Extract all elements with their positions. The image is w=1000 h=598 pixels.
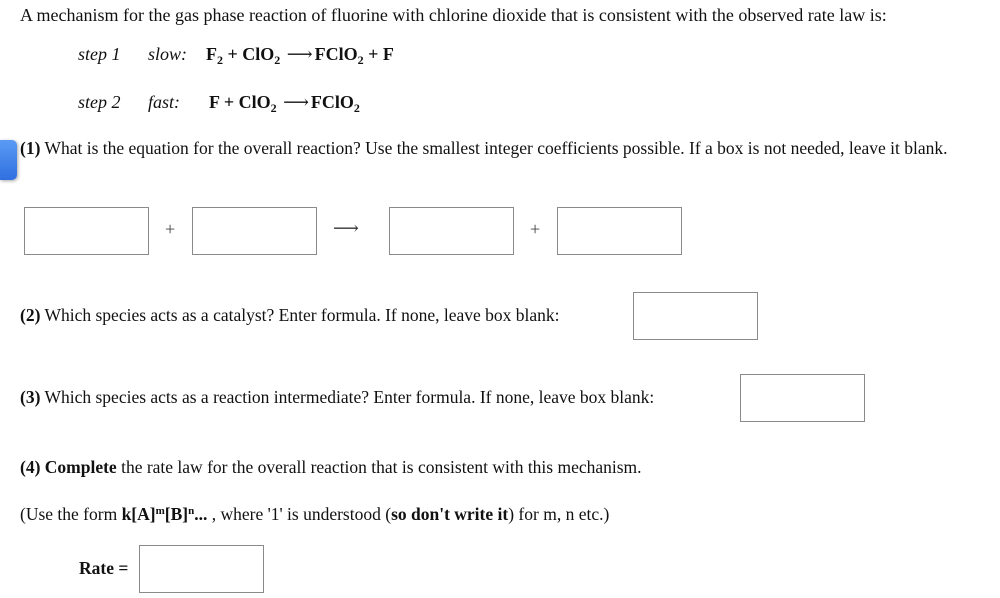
rate-law-input[interactable]	[139, 545, 264, 593]
step-label: step 1	[78, 44, 121, 64]
rate-law-hint: (Use the form $k[A]^m[B]^n$... , where '1' is understood (so don't write it) for m, n etc.)	[20, 504, 610, 524]
mechanism-step-1	[0, 44, 1000, 74]
step-label: step 2	[78, 92, 121, 112]
overall-reactant-2-input[interactable]	[192, 207, 317, 255]
plus-sign: +	[530, 219, 541, 239]
reaction-arrow-icon: ⟶	[286, 44, 313, 64]
question-4-text: (4) Complete the rate law for the overall reaction that is consistent with this mechanism.	[20, 457, 642, 477]
intermediate-input[interactable]	[740, 374, 865, 422]
mechanism-step-2	[0, 92, 1000, 122]
bookmark-tag-icon[interactable]	[0, 140, 17, 180]
overall-reactant-1-input[interactable]	[24, 207, 149, 255]
question-2-text: (2) Which species acts as a catalyst? Enter formula. If none, leave box blank:	[20, 305, 560, 325]
step-speed: fast:	[148, 92, 181, 112]
rate-label: Rate =	[79, 558, 129, 578]
question-3-text: (3) Which species acts as a reaction intermediate? Enter formula. If none, leave box blank:	[20, 387, 655, 407]
question-1-text: (1) What is the equation for the overall reaction? Use the smallest integer coefficients possible. If a box is not needed, leave it blank.	[20, 138, 948, 158]
overall-product-1-input[interactable]	[389, 207, 514, 255]
step-1-equation: $F_2 + ClO_2$ ⟶ FClO$_2$ + F	[206, 44, 394, 67]
plus-sign: +	[165, 219, 176, 239]
intro-text: A mechanism for the gas phase reaction of fluorine with chlorine dioxide that is consistent with the observed rate law is:	[20, 5, 887, 25]
catalyst-input[interactable]	[633, 292, 758, 340]
reaction-arrow-icon: ⟶	[333, 218, 359, 238]
reaction-arrow-icon: ⟶	[283, 92, 309, 112]
overall-product-2-input[interactable]	[557, 207, 682, 255]
step-2-equation: F + ClO$_2$ ⟶ FClO$_2$	[209, 92, 360, 115]
step-speed: slow:	[148, 44, 188, 64]
